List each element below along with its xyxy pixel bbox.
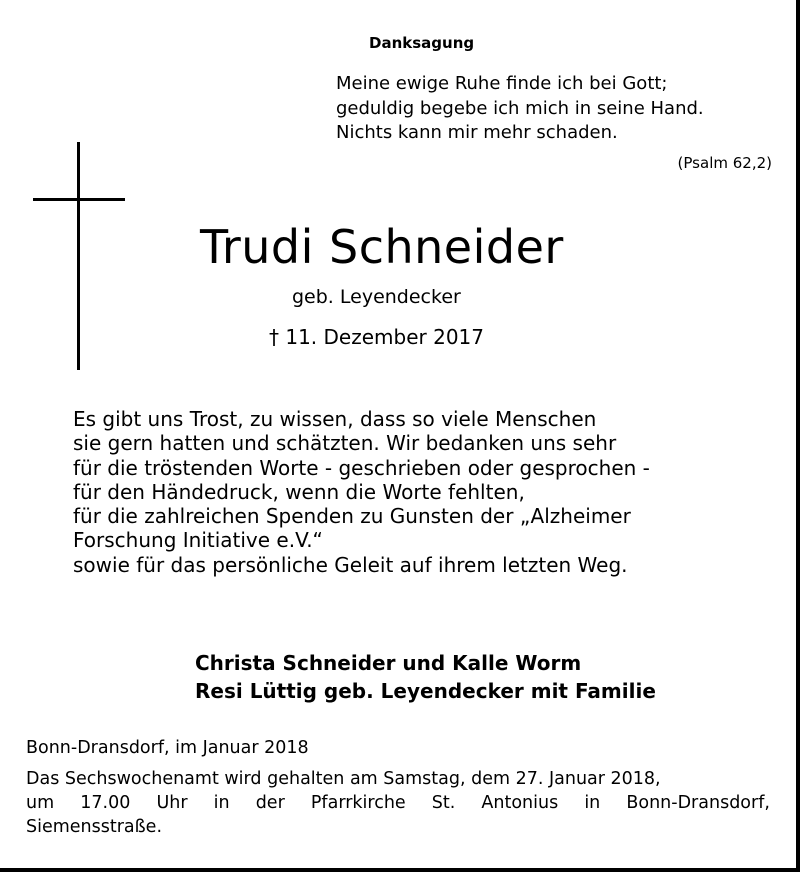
maiden-name: geb. Leyendecker — [292, 286, 461, 308]
message-line: für die zahlreichen Spenden zu Gunsten der „Alzheimer — [73, 504, 631, 529]
message-line: für den Händedruck, wenn die Worte fehlten, — [73, 479, 525, 504]
signer-line: Christa Schneider und Kalle Worm — [195, 651, 582, 675]
service-line: Siemensstraße. — [26, 817, 163, 837]
message-line: sie gern hatten und schätzten. Wir bedanken uns sehr — [73, 431, 617, 456]
service-line: Das Sechswochenamt wird gehalten am Samstag, dem 27. Januar 2018, — [26, 769, 661, 789]
cross-vertical-bar — [77, 142, 80, 370]
psalm-reference: (Psalm 62,2) — [677, 154, 772, 172]
service-line-justified — [26, 791, 770, 815]
service-word: in — [213, 793, 230, 813]
death-date: † 11. Dezember 2017 — [269, 325, 484, 349]
service-word: Uhr — [156, 793, 188, 813]
place-and-date: Bonn-Dransdorf, im Januar 2018 — [26, 738, 309, 758]
service-word: Bonn-Dransdorf, — [626, 793, 770, 813]
service-word: Pfarrkirche — [310, 793, 406, 813]
service-word: St. — [431, 793, 456, 813]
cross-horizontal-bar — [33, 198, 125, 201]
psalm-line: geduldig begebe ich mich in seine Hand. — [336, 97, 704, 119]
psalm-line: Nichts kann mir mehr schaden. — [336, 122, 618, 143]
deceased-name: Trudi Schneider — [200, 220, 564, 274]
signer-line: Resi Lüttig geb. Leyendecker mit Familie — [195, 679, 656, 703]
service-announcement — [26, 767, 770, 839]
service-word: um — [26, 793, 55, 813]
thank-you-message — [73, 407, 650, 577]
service-word: 17.00 — [80, 793, 131, 813]
message-line: Forschung Initiative e.V.“ — [73, 528, 323, 553]
service-word: Antonius — [481, 793, 559, 813]
message-line: sowie für das persönliche Geleit auf ihrem letzten Weg. — [73, 552, 628, 577]
psalm-line: Meine ewige Ruhe finde ich bei Gott; — [336, 73, 668, 94]
message-line: Es gibt uns Trost, zu wissen, dass so viele Menschen — [73, 407, 597, 431]
service-word: in — [584, 793, 601, 813]
service-word: der — [255, 793, 285, 813]
notice-heading: Danksagung — [369, 34, 475, 52]
mourners-signature — [195, 649, 656, 705]
message-line: für die tröstenden Worte - geschrieben oder gesprochen - — [73, 455, 650, 480]
psalm-quote — [336, 72, 704, 146]
